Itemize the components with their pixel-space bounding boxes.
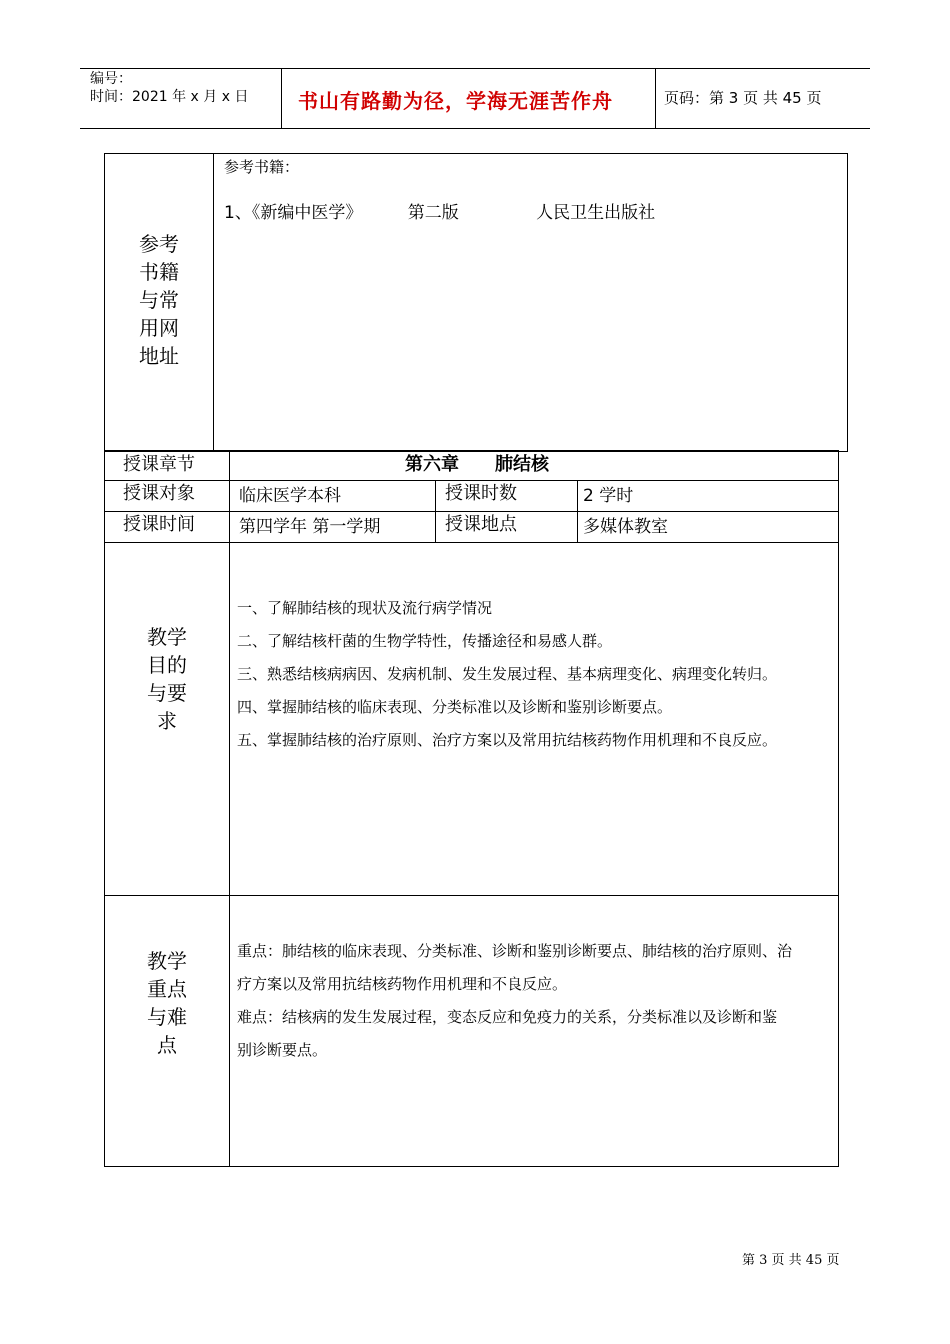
motto: 书山有路勤为径，学海无涯苦作舟: [298, 89, 613, 113]
time-value: 第四学年 第一学期: [239, 517, 381, 537]
audience-value: 临床医学本科: [239, 486, 341, 506]
course-table: [104, 450, 839, 1167]
header-divider: [281, 68, 282, 128]
time-label: 时间：2021 年 x 月 x 日: [90, 89, 249, 105]
mid-column-rule: [577, 480, 578, 542]
reference-edition: 第二版: [407, 203, 459, 223]
label-column-rule: [229, 451, 230, 1166]
page-footer: 第 3 页 共 45 页: [742, 1253, 840, 1268]
objective-item: 一、了解肺结核的现状及流行病学情况: [237, 599, 493, 617]
keypoints-line: 疗方案以及常用抗结核药物作用机理和不良反应。: [237, 975, 568, 993]
keypoints-side-label: 教学 重点 与难 点: [147, 949, 187, 1057]
chapter-label: 授课章节: [123, 454, 195, 475]
keypoints-line: 别诊断要点。: [237, 1041, 328, 1059]
audience-label: 授课对象: [123, 483, 195, 504]
objective-item: 五、掌握肺结核的治疗原则、治疗方案以及常用抗结核药物作用机理和不良反应。: [237, 731, 778, 749]
keypoints-text: [237, 935, 792, 1067]
reference-publisher: 人民卫生出版社: [536, 203, 656, 223]
serial-label: 编号：: [90, 71, 132, 87]
row-rule: [105, 511, 838, 512]
objective-item: 四、掌握肺结核的临床表现、分类标准以及诊断和鉴别诊断要点。: [237, 698, 673, 716]
header-top-rule: [80, 68, 870, 69]
objectives-list: [237, 592, 777, 757]
references-divider: [213, 154, 214, 451]
place-label: 授课地点: [445, 514, 517, 535]
references-heading: 参考书籍：: [224, 158, 300, 176]
references-side-label: 参考 书籍 与常 用网 地址: [139, 232, 179, 368]
mid-column-rule: [435, 480, 436, 542]
row-rule: [105, 542, 838, 543]
references-table: [104, 153, 848, 452]
chapter-value: 第六章 肺结核: [405, 454, 549, 475]
header-bottom-rule: [80, 128, 870, 129]
keypoints-line: 重点：肺结核的临床表现、分类标准、诊断和鉴别诊断要点、肺结核的治疗原则、治: [237, 942, 793, 960]
page-number-label: 页码：第 3 页 共 45 页: [664, 89, 822, 107]
time-label: 授课时间: [123, 514, 195, 535]
reference-index: 1、: [224, 203, 252, 223]
hours-value: 2 学时: [583, 486, 634, 506]
reference-title: 《新编中医学》: [251, 203, 363, 223]
keypoints-line: 难点：结核病的发生发展过程，变态反应和免疫力的关系，分类标准以及诊断和鉴: [237, 1008, 778, 1026]
hours-label: 授课时数: [445, 483, 517, 504]
objective-item: 三、熟悉结核病病因、发病机制、发生发展过程、基本病理变化、病理变化转归。: [237, 665, 778, 683]
objective-item: 二、了解结核杆菌的生物学特性，传播途径和易感人群。: [237, 632, 613, 650]
row-rule: [105, 480, 838, 481]
place-value: 多媒体教室: [583, 517, 668, 537]
header-divider: [655, 68, 656, 128]
row-rule: [105, 895, 838, 896]
reference-item: [224, 198, 655, 223]
objectives-side-label: 教学 目的 与要 求: [147, 625, 187, 733]
